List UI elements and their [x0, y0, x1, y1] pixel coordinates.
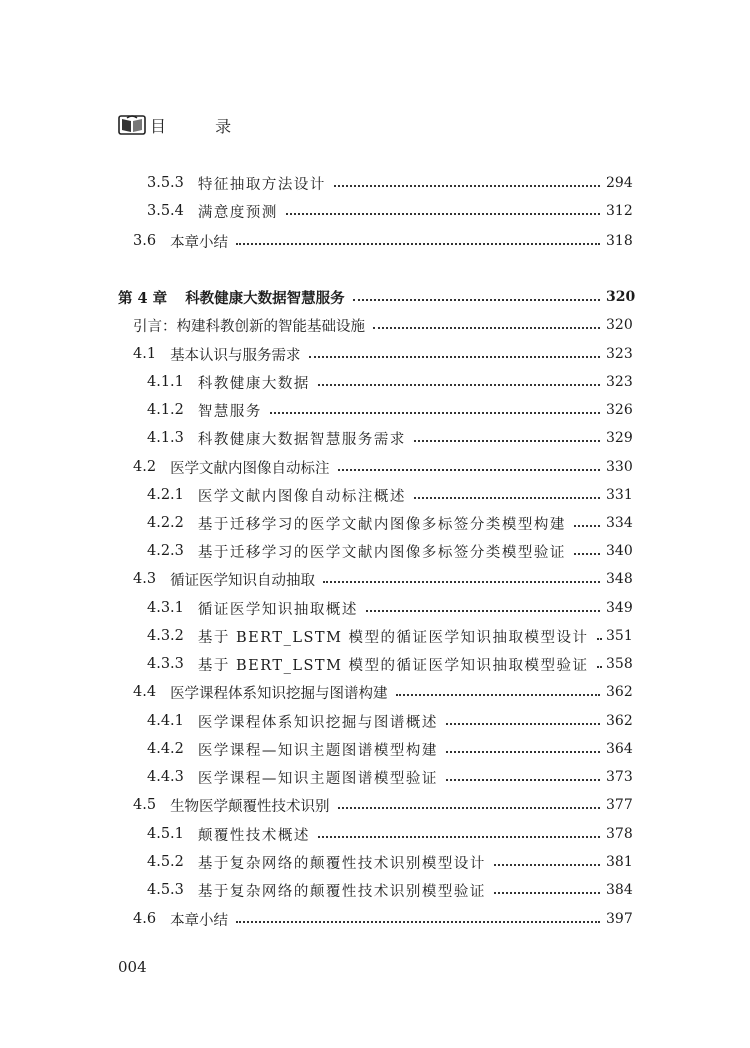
toc-entry-page: 326 — [606, 402, 633, 418]
page-number: 004 — [118, 958, 147, 976]
toc-entry-page: 362 — [606, 713, 633, 729]
toc-entry — [147, 426, 632, 450]
dot-leader — [396, 693, 600, 696]
toc-entry-page: 320 — [606, 317, 633, 333]
dot-leader — [318, 383, 600, 386]
toc-entry-page: 294 — [606, 175, 633, 191]
toc-entry-number: 4.4.2 — [147, 741, 184, 757]
toc-entry-title: 基于 BERT_LSTM 模型的循证医学知识抽取模型设计 — [197, 629, 589, 646]
toc-entry-title: 颠覆性技术概述 — [197, 827, 310, 844]
dot-leader — [373, 326, 600, 329]
toc-entry-number: 4.3.2 — [147, 628, 184, 644]
toc-entry — [133, 313, 632, 337]
toc-entry — [147, 370, 632, 394]
toc-entry-page: 381 — [606, 854, 633, 870]
toc-entry-number: 3.5.4 — [147, 203, 184, 219]
toc-entry-title: 科教健康大数据智慧服务 — [185, 289, 345, 307]
toc-entry-number: 3.5.3 — [147, 175, 184, 191]
dot-leader — [338, 806, 600, 809]
toc-entry — [133, 342, 632, 366]
dot-leader — [353, 298, 600, 301]
toc-entry-number: 4.1.3 — [147, 430, 184, 446]
toc-entry-title: 循证医学知识自动抽取 — [170, 572, 316, 589]
toc-entry-number: 4.5.2 — [147, 854, 184, 870]
toc-entry-number: 4.2.3 — [147, 543, 184, 559]
toc-entry-number: 4.3.1 — [147, 600, 184, 616]
toc-entry-title: 科教健康大数据智慧服务需求 — [197, 431, 406, 448]
toc-entry — [133, 455, 632, 479]
toc-entry-number: 4.4.1 — [147, 713, 184, 729]
toc-entry-page: 364 — [606, 741, 633, 757]
toc-entry — [147, 765, 632, 789]
toc-entry-title: 科教健康大数据 — [197, 375, 310, 392]
toc-entry-page: 351 — [606, 628, 633, 644]
dot-leader — [446, 778, 600, 781]
dot-leader — [597, 665, 600, 668]
toc-entry — [147, 850, 632, 874]
toc-entry — [133, 567, 632, 591]
toc-entry-page: 323 — [606, 374, 633, 390]
dot-leader — [236, 242, 600, 245]
toc-entry-title: 本章小结 — [170, 912, 229, 929]
toc-entry-title: 医学文献内图像自动标注 — [170, 460, 330, 477]
toc-entry — [147, 709, 632, 733]
toc-entry — [147, 483, 632, 507]
toc-entry-page: 373 — [606, 769, 633, 785]
toc-entry-title: 医学课程体系知识挖掘与图谱概述 — [197, 714, 438, 731]
toc-entry-title: 本章小结 — [170, 234, 229, 251]
toc-entry-title: 循证医学知识抽取概述 — [197, 601, 358, 618]
toc-entry-number: 4.4.3 — [147, 769, 184, 785]
toc-entry-title: 基于迁移学习的医学文献内图像多标签分类模型构建 — [197, 516, 566, 533]
dot-leader — [574, 524, 600, 527]
toc-entry-page: 378 — [606, 826, 633, 842]
dot-leader — [446, 750, 600, 753]
dot-leader — [334, 184, 600, 187]
toc-entry-number: 4.3 — [133, 571, 157, 587]
toc-entry — [147, 822, 632, 846]
toc-entry-title: 基于复杂网络的颠覆性技术识别模型验证 — [197, 883, 486, 900]
toc-entry — [147, 511, 632, 535]
toc-entry-title: 引言：构建科教创新的智能基础设施 — [133, 318, 365, 335]
toc-entry-number: 4.6 — [133, 911, 157, 927]
toc-entry-number: 4.2.1 — [147, 487, 184, 503]
toc-entry-number: 4.1 — [133, 346, 157, 362]
toc-entry-title: 基本认识与服务需求 — [170, 347, 301, 364]
toc-entry-page: 348 — [606, 571, 633, 587]
header-title: 目 录 — [150, 116, 254, 136]
toc-entry-title: 基于迁移学习的医学文献内图像多标签分类模型验证 — [197, 544, 566, 561]
toc-entry — [147, 652, 632, 676]
toc-entry-number: 4.1.1 — [147, 374, 184, 390]
dot-leader — [309, 355, 600, 358]
toc-entry — [147, 596, 632, 620]
toc-entry-title: 医学课程—知识主题图谱模型验证 — [197, 770, 438, 787]
toc-entry-number: 4.5.3 — [147, 882, 184, 898]
toc-entry — [133, 229, 632, 253]
toc-entry-page: 384 — [606, 882, 633, 898]
dot-leader — [236, 920, 600, 923]
toc-entry — [147, 199, 632, 223]
dot-leader — [270, 411, 600, 414]
toc-entry-number: 3.6 — [133, 233, 157, 249]
toc-entry-number: 4.5.1 — [147, 826, 184, 842]
dot-leader — [494, 863, 600, 866]
toc-entry — [133, 907, 632, 931]
dot-leader — [323, 580, 600, 583]
toc-entry-number: 4.4 — [133, 684, 157, 700]
dot-leader — [318, 835, 600, 838]
toc-entry-title: 基于复杂网络的颠覆性技术识别模型设计 — [197, 855, 486, 872]
toc-entry-number: 第 4 章 — [118, 289, 168, 307]
toc-entry-title: 特征抽取方法设计 — [197, 176, 326, 193]
toc-entry-page: 318 — [606, 233, 633, 249]
toc-entry-number: 4.2.2 — [147, 515, 184, 531]
toc-entry-title: 医学文献内图像自动标注概述 — [197, 488, 406, 505]
toc-entry-page: 377 — [606, 797, 633, 813]
toc-entry-number: 4.2 — [133, 459, 157, 475]
toc-entry — [147, 624, 632, 648]
toc-entry — [133, 680, 632, 704]
toc-entry-title: 智慧服务 — [197, 403, 262, 420]
toc-entry — [147, 398, 632, 422]
toc-entry-page: 340 — [606, 543, 633, 559]
dot-leader — [446, 722, 600, 725]
toc-entry — [133, 793, 632, 817]
toc-entry — [147, 539, 632, 563]
toc-entry-page: 320 — [606, 289, 636, 305]
dot-leader — [574, 552, 600, 555]
toc-entry-title: 生物医学颠覆性技术识别 — [170, 798, 330, 815]
toc-entry-page: 323 — [606, 346, 633, 362]
toc-entry-page: 358 — [606, 656, 633, 672]
toc-entry — [118, 285, 636, 309]
toc-entry — [147, 737, 632, 761]
toc-entry-page: 329 — [606, 430, 633, 446]
toc-entry-page: 330 — [606, 459, 633, 475]
toc-entry-page: 334 — [606, 515, 633, 531]
toc-entry-page: 331 — [606, 487, 633, 503]
toc-entry-title: 基于 BERT_LSTM 模型的循证医学知识抽取模型验证 — [197, 657, 589, 674]
toc-entry-page: 397 — [606, 911, 633, 927]
toc-entry-number: 4.3.3 — [147, 656, 184, 672]
toc-entry-title: 满意度预测 — [197, 204, 278, 221]
dot-leader — [414, 439, 600, 442]
dot-leader — [286, 212, 600, 215]
toc-entry-page: 362 — [606, 684, 633, 700]
toc-entry-number: 4.1.2 — [147, 402, 184, 418]
toc-entry-title: 医学课程—知识主题图谱模型构建 — [197, 742, 438, 759]
toc-entry — [147, 878, 632, 902]
toc-entry — [147, 171, 632, 195]
toc-entry-number: 4.5 — [133, 797, 157, 813]
dot-leader — [494, 891, 600, 894]
toc-entry-page: 349 — [606, 600, 633, 616]
toc-entry-title: 医学课程体系知识挖掘与图谱构建 — [170, 685, 388, 702]
dot-leader — [414, 496, 600, 499]
dot-leader — [597, 637, 600, 640]
dot-leader — [338, 468, 600, 471]
dot-leader — [366, 609, 600, 612]
toc-entry-page: 312 — [606, 203, 633, 219]
